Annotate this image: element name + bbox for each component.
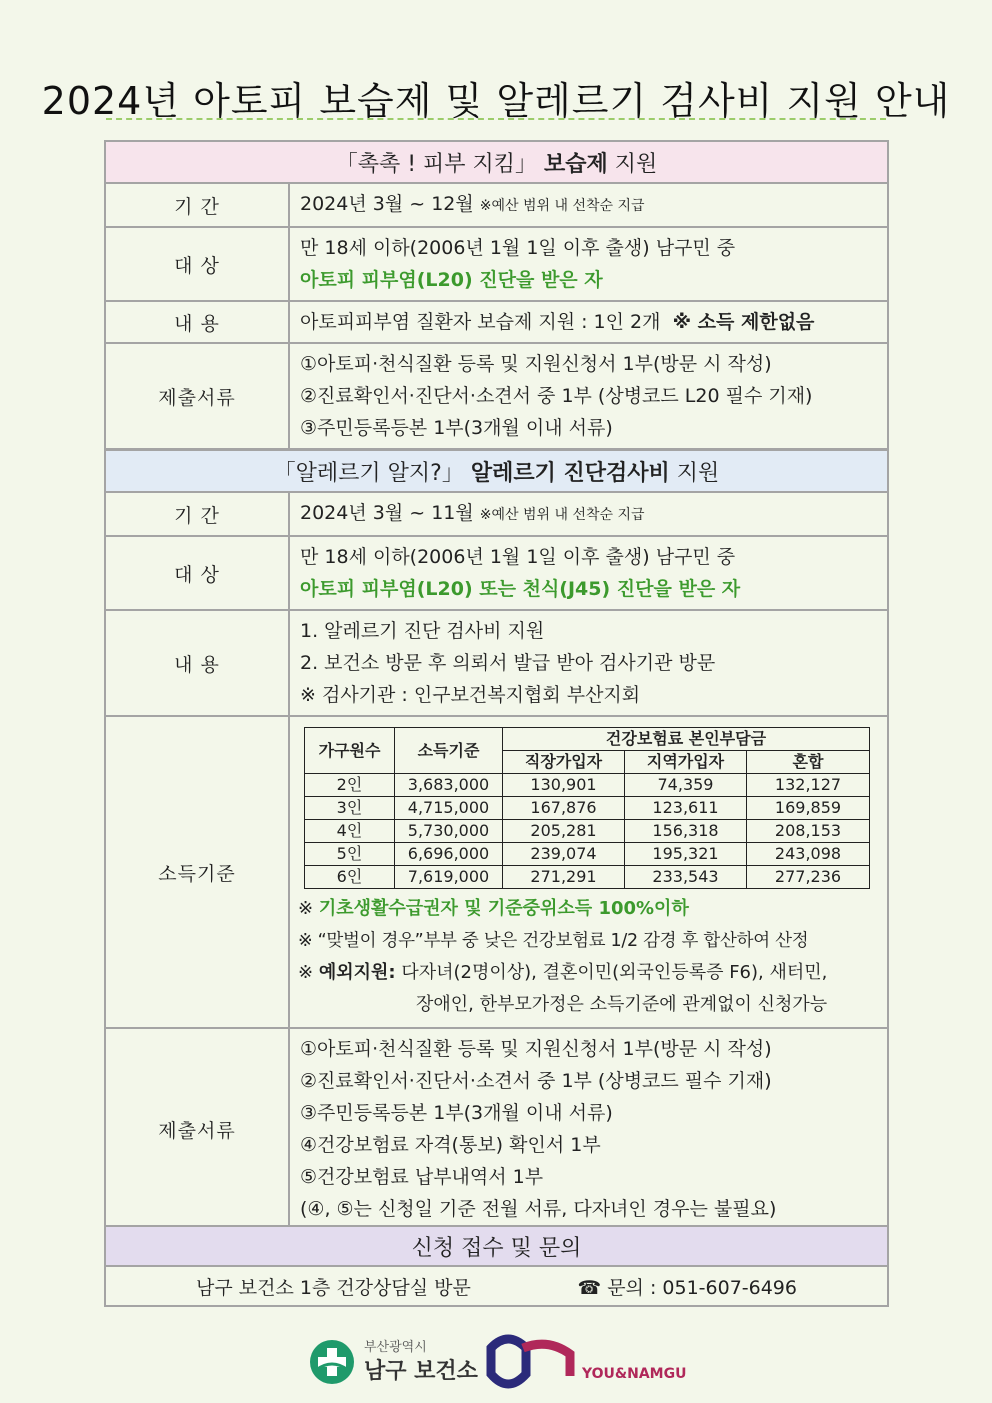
period-value: 2024년 3월 ~ 11월 ※예산 범위 내 선착순 지급 bbox=[289, 492, 888, 536]
contact-info bbox=[105, 1266, 888, 1306]
income-note-1: ※ 기초생활수급권자 및 기준중위소득 100%이하 bbox=[298, 898, 689, 919]
doc-item: (④, ⑤는 신청일 기준 전월 서류, 다자녀인 경우는 불필요) bbox=[300, 1198, 777, 1220]
target-value: 만 18세 이하(2006년 1월 1일 이후 출생) 남구민 중 아토피 피부염(L20) 진단을 받은 자 bbox=[289, 227, 888, 301]
period-value: 2024년 3월 ~ 12월 ※예산 범위 내 선착순 지급 bbox=[289, 183, 888, 227]
you-namgu-emblem-icon bbox=[491, 1339, 526, 1384]
period-label: 기 간 bbox=[105, 492, 289, 536]
doc-item: ①아토피·천식질환 등록 및 지원신청서 1부(방문 시 작성) bbox=[300, 1038, 772, 1060]
allergy-test-support-table bbox=[104, 449, 889, 1231]
table-row: 4인 5,730,000 205,281 156,318 208,153 bbox=[305, 820, 870, 843]
doc-item: ④건강보험료 자격(통보) 확인서 1부 bbox=[300, 1134, 601, 1156]
income-note-3-cont: 장애인, 한부모가정은 소득기준에 관계없이 신청가능 bbox=[416, 994, 828, 1015]
brand-name: YOU&NAMGU bbox=[582, 1366, 687, 1382]
doc-item: ⑤건강보험료 납부내역서 1부 bbox=[300, 1166, 544, 1188]
doc-item: ①아토피·천식질환 등록 및 지원신청서 1부(방문 시 작성) bbox=[300, 353, 772, 375]
docs-label: 제출서류 bbox=[105, 343, 289, 449]
contact-header: 신청 접수 및 문의 bbox=[105, 1226, 888, 1266]
income-note-3: ※ 예외지원: 다자녀(2명이상), 결혼이민(외국인등록증 F6), 새터민, bbox=[298, 962, 828, 983]
contact-table bbox=[104, 1225, 889, 1307]
contact-place: 남구 보건소 1층 건강상담실 방문 bbox=[196, 1276, 471, 1299]
col-income: 소득기준 bbox=[395, 728, 503, 774]
table-row: 3인 4,715,000 167,876 123,611 169,859 bbox=[305, 797, 870, 820]
col-mixed: 혼합 bbox=[747, 751, 870, 774]
docs-list bbox=[289, 343, 888, 449]
target-label: 대 상 bbox=[105, 536, 289, 610]
content-label: 내 용 bbox=[105, 301, 289, 343]
docs-label: 제출서류 bbox=[105, 1028, 289, 1230]
section1-header: 「촉촉 ! 피부 지킴」 보습제 지원 bbox=[105, 141, 888, 183]
title-underline bbox=[106, 118, 886, 120]
income-criteria bbox=[289, 716, 888, 1028]
section2-header: 「알레르기 알지?」 알레르기 진단검사비 지원 bbox=[105, 450, 888, 492]
income-table bbox=[304, 727, 870, 889]
table-row: 2인 3,683,000 130,901 74,359 132,127 bbox=[305, 774, 870, 797]
content-value: 1. 알레르기 진단 검사비 지원 2. 보건소 방문 후 의뢰서 발급 받아 검사기관 방문 ※ 검사기관 : 인구보건복지협회 부산지회 bbox=[289, 610, 888, 716]
contact-phone: ☎ 문의 : 051-607-6496 bbox=[577, 1276, 797, 1299]
target-label: 대 상 bbox=[105, 227, 289, 301]
content-label: 내 용 bbox=[105, 610, 289, 716]
income-label: 소득기준 bbox=[105, 716, 289, 1028]
page-title: 2024년 아토피 보습제 및 알레르기 검사비 지원 안내 bbox=[41, 79, 951, 123]
doc-item: ②진료확인서·진단서·소견서 중 1부 (상병코드 필수 기재) bbox=[300, 1070, 772, 1092]
doc-item: ③주민등록등본 1부(3개월 이내 서류) bbox=[300, 417, 613, 439]
org-small-label: 부산광역시 bbox=[364, 1340, 427, 1355]
col-work: 직장가입자 bbox=[503, 751, 625, 774]
moisturizer-support-table bbox=[104, 140, 889, 450]
docs-list bbox=[289, 1028, 888, 1230]
content-value: 아토피피부염 질환자 보습제 지원 : 1인 2개 ※ 소득 제한없음 bbox=[289, 301, 888, 343]
org-name: 남구 보건소 bbox=[364, 1359, 478, 1384]
col-insurance: 건강보험료 본인부담금 bbox=[503, 728, 870, 751]
logo-area bbox=[308, 1334, 708, 1394]
col-region: 지역가입자 bbox=[625, 751, 747, 774]
period-label: 기 간 bbox=[105, 183, 289, 227]
table-row: 5인 6,696,000 239,074 195,321 243,098 bbox=[305, 843, 870, 866]
col-household: 가구원수 bbox=[305, 728, 395, 774]
income-note-2: ※ “맞벌이 경우”부부 중 낮은 건강보험료 1/2 감경 후 합산하여 산정 bbox=[298, 931, 809, 951]
target-value: 만 18세 이하(2006년 1월 1일 이후 출생) 남구민 중 아토피 피부염(L20) 또는 천식(J45) 진단을 받은 자 bbox=[289, 536, 888, 610]
doc-item: ②진료확인서·진단서·소견서 중 1부 (상병코드 L20 필수 기재) bbox=[300, 385, 813, 407]
phone-icon: ☎ bbox=[577, 1276, 602, 1299]
table-row: 6인 7,619,000 271,291 233,543 277,236 bbox=[305, 866, 870, 889]
doc-item: ③주민등록등본 1부(3개월 이내 서류) bbox=[300, 1102, 613, 1124]
